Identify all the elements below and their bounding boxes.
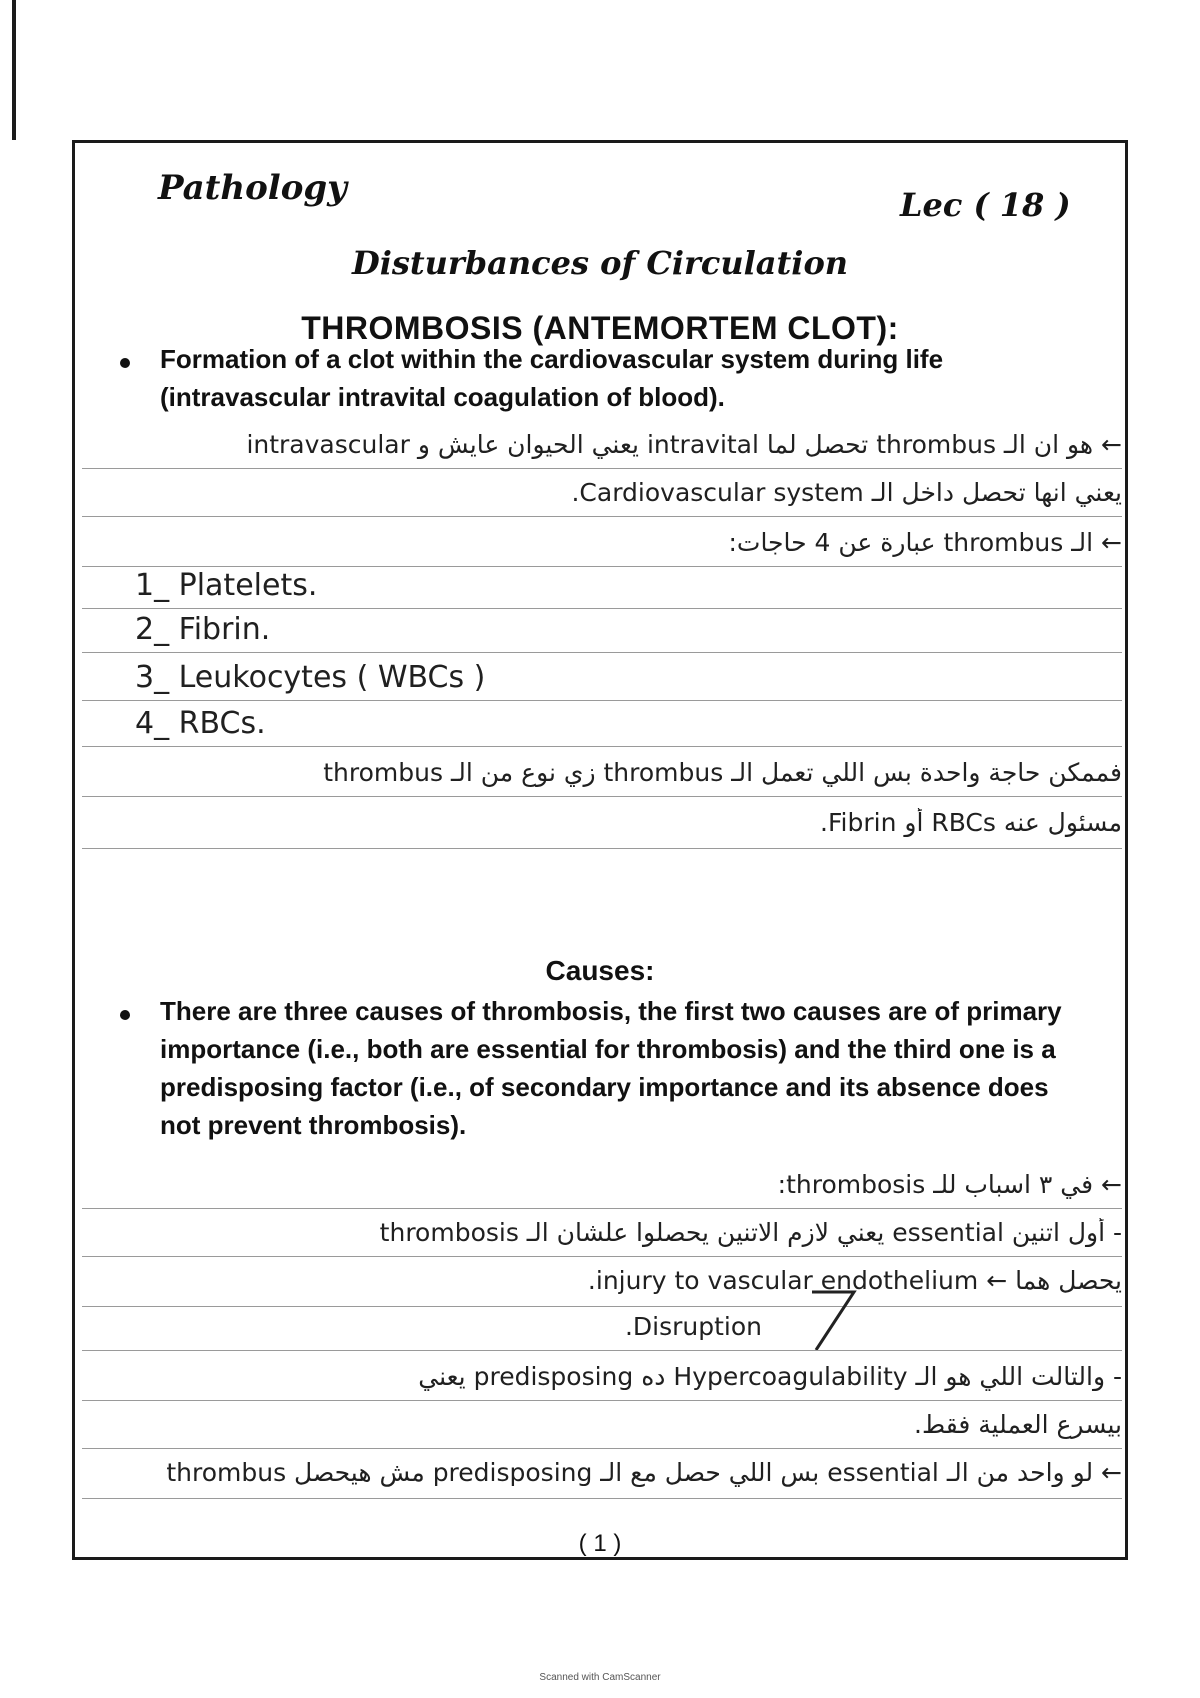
note-line: بيسرع العملية فقط. (914, 1410, 1122, 1439)
component-item: 1_ Platelets. (135, 568, 318, 603)
ruled-line (82, 468, 1122, 469)
note-line: ← هو ان الـ thrombus تحصل لما intravital يعني الحيوان عايش و intravascular (246, 430, 1122, 459)
ruled-line (82, 746, 1122, 747)
note-line: Disruption. (624, 1312, 762, 1341)
ruled-line (82, 1306, 1122, 1307)
ruled-line (82, 1400, 1122, 1401)
ruled-line (82, 566, 1122, 567)
component-item: 3_ Leukocytes ( WBCs ) (135, 660, 486, 695)
ruled-line (82, 796, 1122, 797)
ruled-line (82, 1498, 1122, 1499)
bracket-arrow-icon (808, 1286, 858, 1356)
scan-edge-line (12, 0, 16, 140)
note-line: مسئول عنه RBCs أو Fibrin. (820, 808, 1122, 837)
ruled-line (82, 848, 1122, 849)
page-number: ( 1 ) (578, 1530, 622, 1557)
ruled-line (82, 700, 1122, 701)
ruled-line (82, 1448, 1122, 1449)
ruled-line (82, 1256, 1122, 1257)
note-line: - والتالت اللي هو الـ Hypercoagulability ده predisposing يعني (418, 1362, 1122, 1391)
note-line: فممكن حاجة واحدة بس اللي تعمل الـ thrombus زي نوع من الـ thrombus (323, 758, 1122, 787)
ruled-line (82, 516, 1122, 517)
ruled-line (82, 608, 1122, 609)
subject-title: Pathology (158, 168, 347, 208)
note-line: - أول اتنين essential يعني لازم الاتنين يحصلوا علشان الـ thrombosis (379, 1218, 1122, 1247)
note-line: ← لو واحد من الـ essential بس اللي حصل مع الـ predisposing مش هيحصل thrombus (166, 1458, 1122, 1487)
page-title: Disturbances of Circulation (351, 244, 849, 282)
bullet-icon (120, 358, 130, 368)
note-line: يعني انها تحصل داخل الـ Cardiovascular system. (571, 478, 1122, 507)
causes-paragraph: There are three causes of thrombosis, the first two causes are of primary importance (i.e., both are essential for thrombosis) and the third one is a predisposing factor (i.e., of secondary importance and its absence does not prevent thrombosis). (160, 996, 1062, 1140)
ruled-line (82, 652, 1122, 653)
bullet-icon (120, 1010, 130, 1020)
note-line: يحصل هما ← injury to vascular endothelium. (587, 1266, 1122, 1295)
section-heading-causes: Causes: (545, 955, 655, 986)
component-item: 2_ Fibrin. (135, 612, 271, 647)
note-line: ← في ٣ اسباب للـ thrombosis: (777, 1170, 1122, 1199)
definition-paragraph: Formation of a clot within the cardiovascular system during life (intravascular intravital coagulation of blood). (160, 344, 944, 412)
ruled-line (82, 1208, 1122, 1209)
lecture-number: Lec ( 18 ) (900, 186, 1071, 224)
component-item: 4_ RBCs. (135, 706, 266, 741)
scanner-watermark: Scanned with CamScanner (539, 1672, 661, 1683)
ruled-line (82, 1350, 1122, 1351)
section-heading-thrombosis: THROMBOSIS (ANTEMORTEM CLOT): (301, 310, 899, 346)
note-line: ← الـ thrombus عبارة عن 4 حاجات: (728, 528, 1122, 557)
